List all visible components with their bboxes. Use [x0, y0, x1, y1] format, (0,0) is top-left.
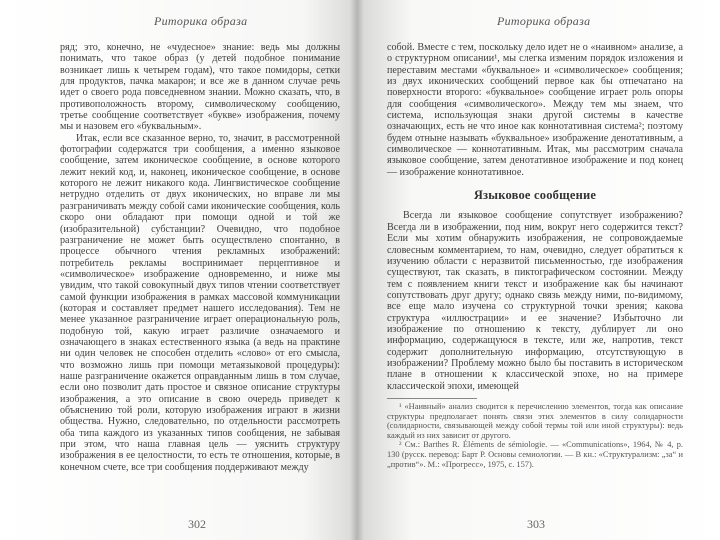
right-paragraph-1: собой. Вместе с тем, поскольку дело идет не о «наивном» анализе, а о структурном описании¹, мы слегка изменим порядок изложения и переставим местами «буквальное» и «символическое» сообщения; из двух иконических сообщений первое как бы отпечатано на поверхности второго: «буквальное» сообщение играет роль опоры для сообщения «символического». Между тем мы знаем, что система, использующая знаки другой системы в качестве означающих, есть не что иное как коннотативная система²; поэтому будем отныне называть «буквальное» изображение денотативным, а символическое — коннотативным. Итак, мы рассмотрим сначала языковое сообщение, затем денотативное изображение и под конец — изображение коннотативное.	[387, 42, 683, 178]
right-paragraph-2: Всегда ли языковое сообщение сопутствует изображению? Всегда ли в изображении, под ним, вокруг него содержится текст? Если мы хотим обнаружить изображения, не сопровождаемые словесным комментарием, то нам, очевидно, следует обратиться к изучению области с неразвитой письменностью, где изображения существуют, так сказать, в пиктографическом состоянии. Между тем с появлением книги текст и изображение как бы начинают сопутствовать друг другу; однако связь между ними, по-видимому, все еще мало изучена со структурной точки зрения; какова структура «иллюстрации» и ее значение? Избыточно ли изображение по отношению к тексту, дублирует ли оно информацию, содержащуюся в тексте, или же, напротив, текст содержит дополнительную информацию, отсутствующую в изображении? Проблему можно было бы поставить в историческом плане в отношении к классической эпохе, но на примере классической эпохи, имеющей	[387, 210, 683, 392]
footnote-1: ¹ «Наивный» анализ сводится к перечислению элементов, тогда как описание структуры предполагает понять связи этих элементов в силу солидарности (солидарности, связывающей между собой термы той или иной структуры): ведь каждый из них зависит от другого.	[387, 401, 683, 440]
left-page	[0, 0, 357, 540]
left-running-head: Риторика образа	[154, 14, 248, 28]
book-gutter	[350, 0, 364, 540]
right-page-number: 303	[527, 517, 545, 531]
footnotes	[387, 402, 683, 469]
right-page-text	[387, 42, 683, 469]
left-paragraph-2: Итак, если все сказанное верно, то, значит, в рассмотренной фотографии содержатся три сообщения, а именно языковое сообщение, затем иконическое сообщение, в основе которого лежит некий код, и, наконец, иконическое сообщение, в основе которого не лежит никакого кода. Лингвистическое сообщение нетрудно отделить от двух иконических, но вправе ли мы разграничивать между собой сами иконические сообщения, коль скоро они обладают при помощи одной и той же (изобразительной) субстанции? Очевидно, что подобное разграничение не может быть осуществлено спонтанно, в процессе обычного чтения рекламных изображений: потребитель рекламы воспринимает перцептивное и «символическое» изображение одновременно, и ниже мы увидим, что такой совокупный двух типов чтении соответствует самой функции изображения в рамках массовой коммуникации (которая и составляет предмет нашего исследования). Тем не менее указанное разграничение играет операциональную роль, подобную той, какую играет различие означаемого и означающего в знаках естественного языка (а ведь на практине ни один человек не способен отделить «слово» от его смысла, что возможно лишь при помощи метаязыковой процедуры): наше разграничение окажется оправданным лишь в том случае, если оно позволит дать простое и связное описание структуры изображения, а это описание в свою очередь приведет к объяснению той роли, которую изображения играют в жизни общества. Нужно, следовательно, по отдельности рассмотреть оба типа каждого из указанных типов сообщения, не забывая при этом, что наша главная цель — уяснить структуру изображения в ее целостности, то есть те отношения, которые, в конечном счете, все три сообщения поддерживают между	[60, 132, 340, 473]
left-paragraph-1: ряд; это, конечно, не «чудесное» знание: ведь мы должны понимать, что такое образ (у детей подобное понимание возникает лишь к четырем годам), что такое помидоры, сетки для продуктов, пачка макарон; и все же в данном случае речь идет о своего рода повседневном знании. Можно сказать, что, в противоположность второму, символическому сообщению, третье сообщение соответствует «букве» изображения, почему мы и назовем его «буквальным».	[60, 42, 340, 133]
left-page-number: 302	[188, 517, 206, 531]
footnote-divider	[387, 398, 477, 399]
footnote-2: ² См.: Barthes R. Éléments de sémiologie. — «Communications», 1964, № 4, р. 130 (русск. перевод: Барт Р. Основы семиологии. — В кн.: «Структурализм: „за“ и „против“». М.: «Прогресс», 1975, с. 157).	[387, 440, 683, 469]
left-page-text	[60, 42, 340, 473]
section-heading: Языковое сообщение	[473, 188, 597, 203]
right-page	[357, 0, 720, 540]
right-running-head: Риторика образа	[497, 14, 591, 28]
